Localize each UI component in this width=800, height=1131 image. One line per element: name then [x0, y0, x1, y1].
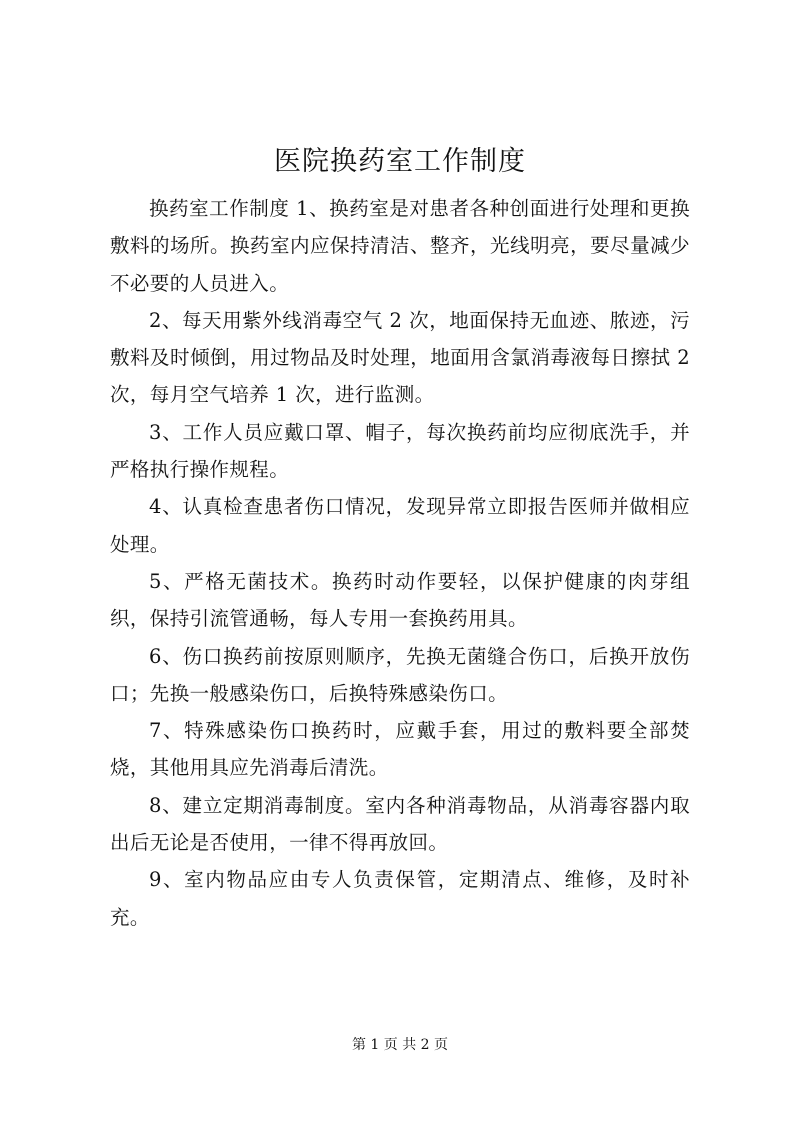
paragraph-9: 9、室内物品应由专人负责保管，定期清点、维修，及时补充。	[110, 868, 690, 929]
paragraph-2: 2、每天用紫外线消毒空气 2 次，地面保持无血迹、脓迹，污敷料及时倾倒，用过物品及时处理，地面用含氯消毒液每日擦拭 2 次，每月空气培养 1 次，进行监测。	[110, 308, 690, 407]
paragraph-4: 4、认真检查患者伤口情况，发现异常立即报告医师并做相应处理。	[110, 495, 690, 556]
paragraph-8: 8、建立定期消毒制度。室内各种消毒物品，从消毒容器内取出后无论是否使用，一律不得再放回。	[110, 793, 690, 855]
paragraph-1: 换药室工作制度 1、换药室是对患者各种创面进行处理和更换敷料的场所。换药室内应保持清洁、整齐，光线明亮，要尽量减少不必要的人员进入。	[110, 197, 690, 295]
document-title: 医院换药室工作制度	[274, 146, 526, 177]
paragraph-3: 3、工作人员应戴口罩、帽子，每次换药前均应彻底洗手，并严格执行操作规程。	[110, 420, 690, 482]
document-body	[110, 190, 690, 936]
paragraph-5: 5、严格无菌技术。换药时动作要轻，以保护健康的肉芽组织，保持引流管通畅，每人专用一套换药用具。	[110, 569, 690, 631]
paragraph-6: 6、伤口换药前按原则顺序，先换无菌缝合伤口，后换开放伤口；先换一般感染伤口，后换特殊感染伤口。	[110, 644, 690, 705]
paragraph-7: 7、特殊感染伤口换药时，应戴手套，用过的敷料要全部焚烧，其他用具应先消毒后清洗。	[110, 719, 690, 780]
page-number-footer: 第 1 页 共 2 页	[351, 1037, 449, 1053]
